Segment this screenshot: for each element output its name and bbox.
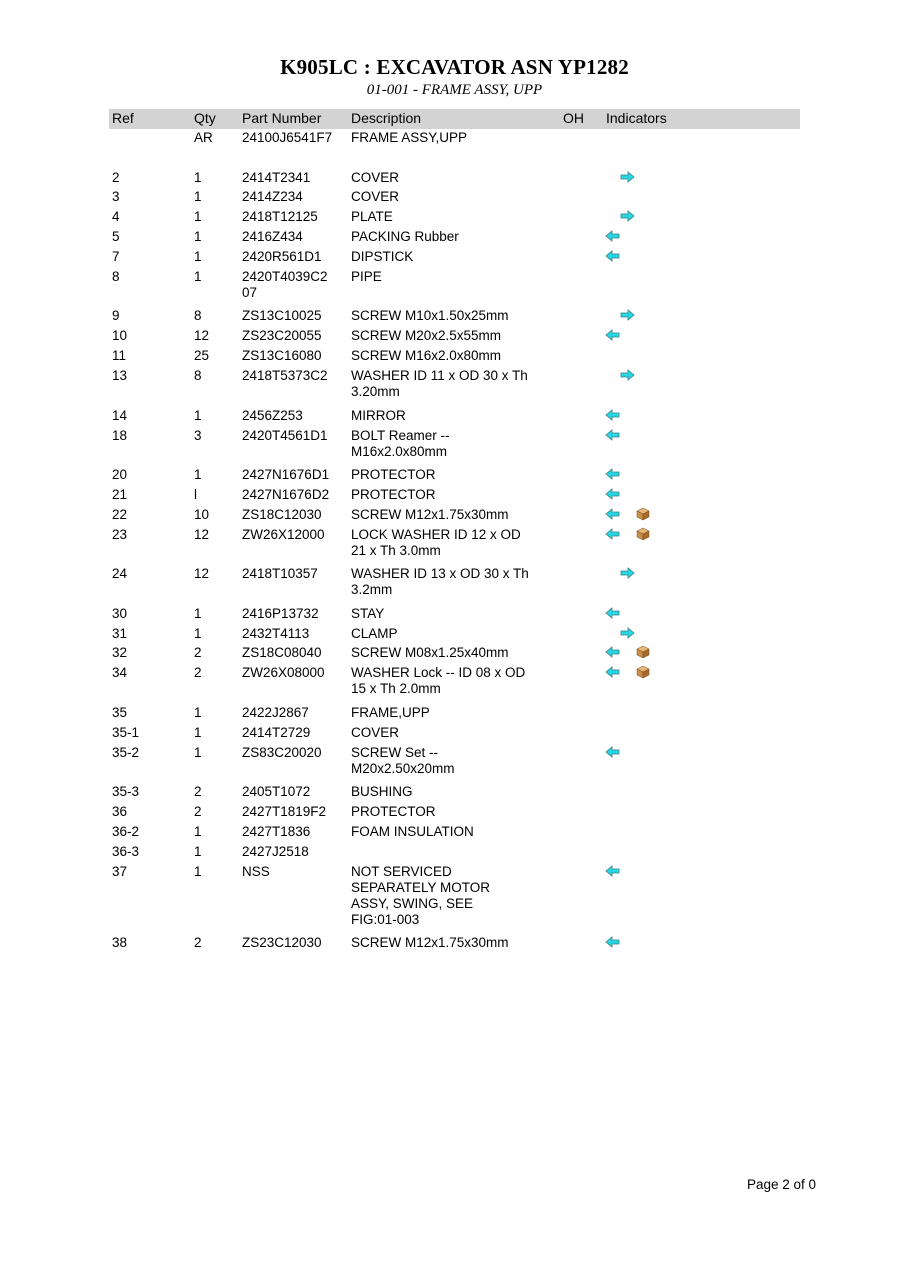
row-qty: 2	[194, 784, 202, 800]
header-description: Description	[351, 110, 422, 126]
table-row	[0, 348, 909, 368]
table-row	[0, 170, 909, 190]
row-part-number: ZS13C16080	[242, 348, 322, 364]
row-part-number: ZS83C20020	[242, 744, 322, 760]
row-qty: 1	[194, 189, 202, 205]
row-qty: 1	[194, 209, 202, 225]
package-box-icon	[635, 507, 651, 521]
table-row	[0, 249, 909, 269]
header-qty: Qty	[194, 110, 216, 126]
table-row	[0, 269, 909, 309]
row-ref: 10	[112, 328, 128, 344]
row-description: PLATE	[351, 209, 393, 225]
table-row	[0, 705, 909, 725]
row-ref: 36	[112, 804, 128, 820]
row-qty: 1	[194, 843, 202, 859]
header-indicators: Indicators	[606, 110, 667, 126]
row-part-number: 2416Z434	[242, 229, 303, 245]
row-description: SCREW M12x1.75x30mm	[351, 935, 509, 951]
row-description: STAY	[351, 605, 385, 621]
row-part-number: ZS13C10025	[242, 308, 322, 324]
table-header	[109, 109, 800, 129]
table-row	[0, 725, 909, 745]
row-part-number: ZW26X08000	[242, 665, 325, 681]
arrow-left-icon	[605, 250, 621, 262]
row-description: PACKING Rubber	[351, 229, 459, 245]
row-description: BUSHING	[351, 784, 413, 800]
row-ref: 13	[112, 368, 128, 384]
package-box-icon	[635, 665, 651, 679]
page-subtitle: 01-001 - FRAME ASSY, UPP	[366, 82, 543, 98]
table-row	[0, 645, 909, 665]
arrow-left-icon	[605, 429, 621, 441]
row-description: SCREW M12x1.75x30mm	[351, 506, 509, 522]
row-part-number: 2418T10357	[242, 566, 318, 582]
row-part-number: 2456Z253	[242, 407, 303, 423]
row-ref: 20	[112, 467, 128, 483]
row-ref: 35-2	[112, 744, 140, 760]
row-part-number: 2420T4561D1	[242, 427, 328, 443]
row-ref: 18	[112, 427, 128, 443]
row-part-number: ZS23C20055	[242, 328, 322, 344]
header-ref: Ref	[112, 110, 134, 126]
table-row	[0, 527, 909, 567]
row-qty: 3	[194, 427, 202, 443]
table-row	[0, 824, 909, 844]
row-qty: 1	[194, 724, 202, 740]
row-description: COVER	[351, 724, 400, 740]
row-ref: 36-3	[112, 843, 140, 859]
row-part-number: 2427T1819F2	[242, 804, 327, 820]
table-row	[0, 507, 909, 527]
row-part-number: 2422J2867	[242, 704, 309, 720]
header-oh: OH	[563, 110, 584, 126]
row-qty: 8	[194, 308, 202, 324]
row-qty: 10	[194, 506, 210, 522]
row-description: FOAM INSULATION	[351, 823, 474, 839]
arrow-left-icon	[605, 488, 621, 500]
row-qty: 1	[194, 744, 202, 760]
arrow-left-icon	[605, 666, 621, 678]
row-ref: 21	[112, 486, 128, 502]
row-qty: 1	[194, 823, 202, 839]
row-ref: 38	[112, 935, 128, 951]
table-row	[0, 784, 909, 804]
row-description: DIPSTICK	[351, 249, 414, 265]
row-part-number: ZS23C12030	[242, 935, 322, 951]
arrow-right-icon	[619, 309, 635, 321]
row-qty: 12	[194, 328, 210, 344]
row-ref: 34	[112, 665, 128, 681]
page-title: K905LC : EXCAVATOR ASN YP1282	[280, 55, 629, 79]
table-row	[0, 308, 909, 328]
arrow-right-icon	[619, 210, 635, 222]
table-row	[0, 487, 909, 507]
table-row	[0, 606, 909, 626]
row-description: FRAME,UPP	[351, 704, 430, 720]
row-ref: 8	[112, 268, 120, 284]
table-row	[0, 428, 909, 468]
package-box-icon	[635, 645, 651, 659]
row-qty: 1	[194, 704, 202, 720]
row-description: PIPE	[351, 268, 382, 284]
row-ref: 35-3	[112, 784, 140, 800]
row-description: NOT SERVICED SEPARATELY MOTOR ASSY, SWING, SEE FIG:01-003	[351, 863, 491, 927]
table-row	[0, 368, 909, 408]
arrow-left-icon	[605, 508, 621, 520]
row-description: SCREW M08x1.25x40mm	[351, 645, 509, 661]
row-ref: 31	[112, 625, 128, 641]
row-qty: 1	[194, 229, 202, 245]
row-part-number: 2427T1836	[242, 823, 311, 839]
row-ref: 35-1	[112, 724, 140, 740]
row-part-number: 2414T2729	[242, 724, 311, 740]
table-row	[0, 844, 909, 864]
row-ref: 5	[112, 229, 120, 245]
row-qty: l	[194, 486, 197, 502]
row-description: WASHER ID 11 x OD 30 x Th 3.20mm	[351, 368, 528, 400]
row-part-number: 2427N1676D2	[242, 486, 330, 502]
row-part-number: 2418T5373C2	[242, 368, 328, 384]
row-part-number: 2414Z234	[242, 189, 303, 205]
arrow-right-icon	[619, 567, 635, 579]
row-description: SCREW Set -- M20x2.50x20mm	[351, 744, 455, 776]
row-qty: 12	[194, 566, 210, 582]
row-ref: 4	[112, 209, 120, 225]
arrow-left-icon	[605, 865, 621, 877]
row-part-number: 24100J6541F7	[242, 130, 333, 145]
arrow-right-icon	[619, 171, 635, 183]
row-part-number: ZW26X12000	[242, 526, 325, 542]
row-description: PROTECTOR	[351, 804, 436, 820]
row-part-number: 2420R561D1	[242, 249, 322, 265]
header-part-number: Part Number	[242, 110, 322, 126]
row-part-number: 2427J2518	[242, 843, 309, 859]
table-row	[0, 935, 909, 955]
arrow-right-icon	[619, 369, 635, 381]
row-description: WASHER Lock -- ID 08 x OD 15 x Th 2.0mm	[351, 665, 526, 697]
row-ref: 23	[112, 526, 128, 542]
table-row	[0, 229, 909, 249]
page-number: Page 2 of 0	[747, 1177, 817, 1192]
row-description: LOCK WASHER ID 12 x OD 21 x Th 3.0mm	[351, 526, 521, 558]
row-ref: 24	[112, 566, 128, 582]
row-part-number: 2416P13732	[242, 605, 319, 621]
arrow-left-icon	[605, 607, 621, 619]
row-description: SCREW M20x2.5x55mm	[351, 328, 502, 344]
row-qty: 1	[194, 605, 202, 621]
row-qty: 2	[194, 645, 202, 661]
row-description: BOLT Reamer -- M16x2.0x80mm	[351, 427, 450, 459]
row-part-number: ZS18C12030	[242, 506, 322, 522]
arrow-left-icon	[605, 936, 621, 948]
row-qty: 2	[194, 804, 202, 820]
row-description: COVER	[351, 189, 400, 205]
arrow-left-icon	[605, 468, 621, 480]
row-ref: 35	[112, 704, 128, 720]
row-ref: 7	[112, 249, 120, 265]
row-part-number: 2420T4039C207	[242, 268, 328, 300]
table-row	[0, 745, 909, 785]
row-qty: 1	[194, 249, 202, 265]
row-ref: 22	[112, 506, 128, 522]
row-description: PROTECTOR	[351, 486, 436, 502]
row-description: CLAMP	[351, 625, 398, 641]
parts-table	[0, 130, 909, 955]
row-ref: 3	[112, 189, 120, 205]
row-part-number: 2418T12125	[242, 209, 318, 225]
row-qty: 1	[194, 625, 202, 641]
row-qty: 1	[194, 863, 202, 879]
table-row	[0, 467, 909, 487]
row-description: MIRROR	[351, 407, 406, 423]
arrow-left-icon	[605, 230, 621, 242]
row-ref: 11	[112, 348, 127, 364]
row-qty: 1	[194, 169, 202, 185]
row-ref: 37	[112, 863, 128, 879]
row-qty: 1	[194, 268, 202, 284]
row-qty: 2	[194, 665, 202, 681]
row-qty: AR	[194, 130, 213, 145]
row-description: FRAME ASSY,UPP	[351, 130, 468, 145]
row-description: WASHER ID 13 x OD 30 x Th 3.2mm	[351, 566, 529, 598]
row-ref: 32	[112, 645, 128, 661]
row-part-number: 2432T4113	[242, 625, 310, 641]
row-ref: 36-2	[112, 823, 140, 839]
table-row	[0, 566, 909, 606]
row-part-number: ZS18C08040	[242, 645, 322, 661]
arrow-left-icon	[605, 528, 621, 540]
arrow-left-icon	[605, 409, 621, 421]
table-row	[0, 408, 909, 428]
row-qty: 8	[194, 368, 202, 384]
table-row	[0, 209, 909, 229]
row-description: COVER	[351, 169, 400, 185]
row-part-number: 2405T1072	[242, 784, 311, 800]
row-qty: 25	[194, 348, 210, 364]
arrow-right-icon	[619, 627, 635, 639]
row-ref: 9	[112, 308, 120, 324]
arrow-left-icon	[605, 746, 621, 758]
package-box-icon	[635, 527, 651, 541]
row-description: SCREW M16x2.0x80mm	[351, 348, 502, 364]
row-qty: 1	[194, 467, 202, 483]
arrow-left-icon	[605, 646, 621, 658]
table-row	[0, 804, 909, 824]
table-row	[0, 665, 909, 705]
row-ref: 14	[112, 407, 128, 423]
table-row	[0, 189, 909, 209]
row-ref: 30	[112, 605, 128, 621]
row-part-number: 2427N1676D1	[242, 467, 330, 483]
table-row	[0, 626, 909, 646]
row-qty: 1	[194, 407, 202, 423]
row-part-number: NSS	[242, 863, 270, 879]
row-part-number: 2414T2341	[242, 169, 311, 185]
arrow-left-icon	[605, 329, 621, 341]
row-description: PROTECTOR	[351, 467, 436, 483]
row-qty: 12	[194, 526, 210, 542]
table-row	[0, 864, 909, 936]
row-description: SCREW M10x1.50x25mm	[351, 308, 509, 324]
row-qty: 2	[194, 935, 202, 951]
table-row	[0, 328, 909, 348]
row-ref: 2	[112, 169, 120, 185]
table-row	[0, 130, 909, 170]
